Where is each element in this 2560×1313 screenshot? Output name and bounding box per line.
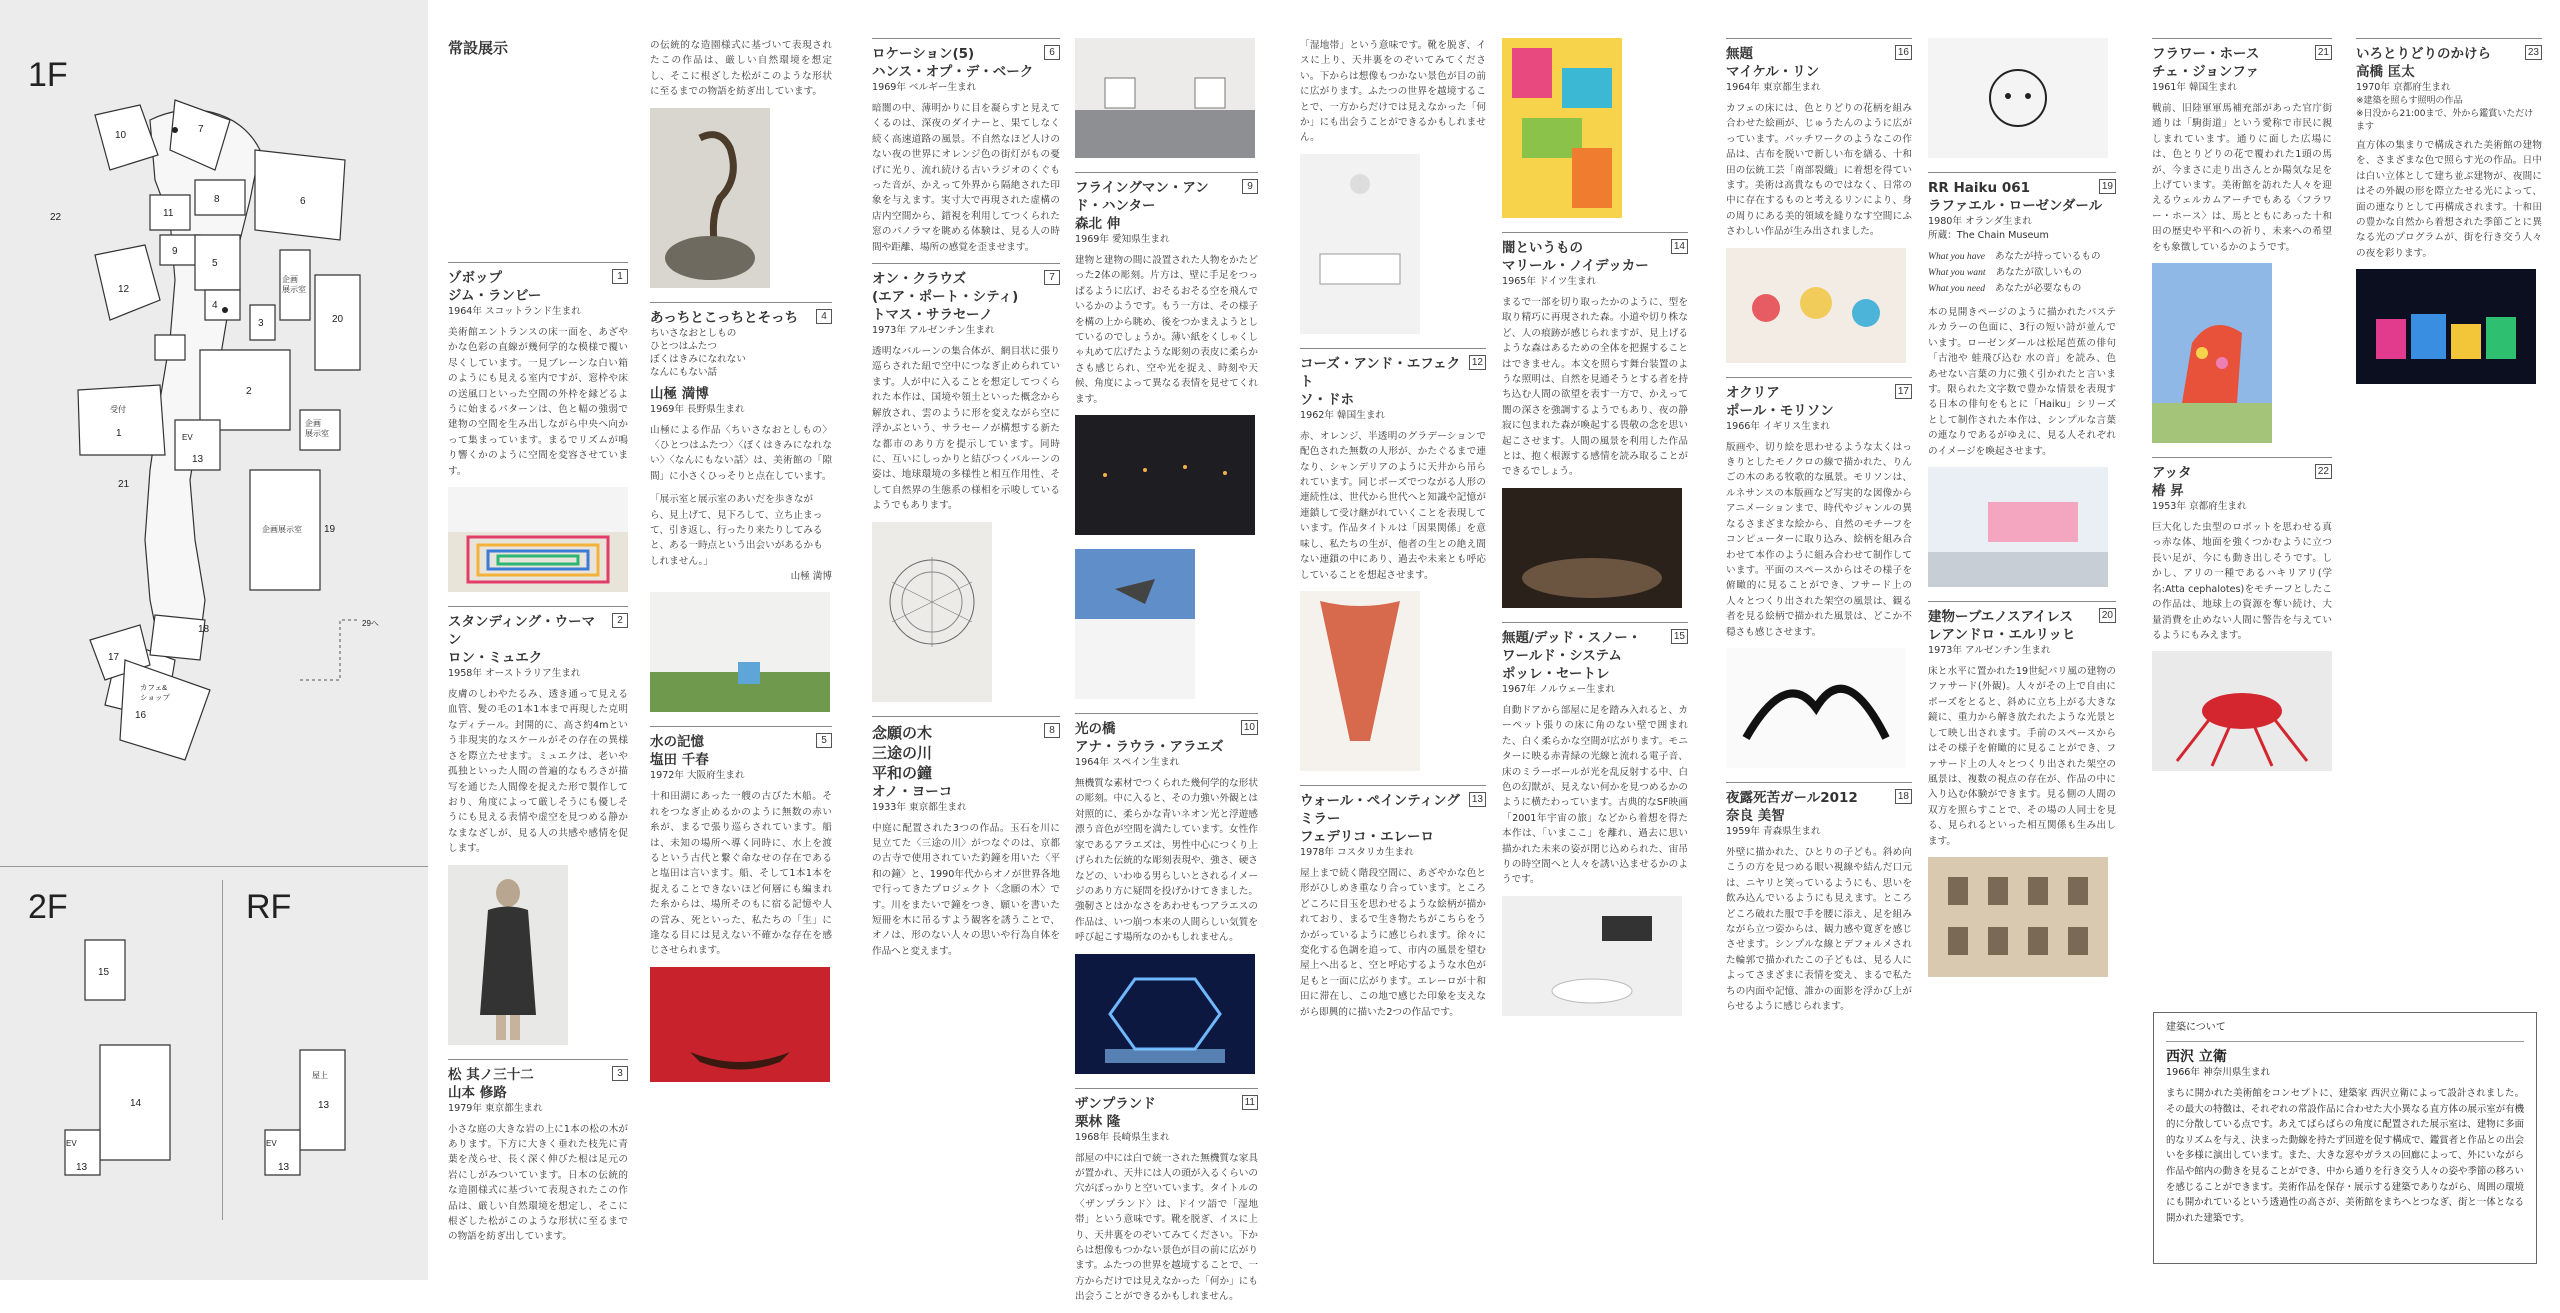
svg-text:企画展示室: 企画展示室 (262, 525, 302, 534)
svg-text:5: 5 (212, 258, 218, 269)
room-12 (95, 245, 160, 320)
entry-11-continued: 「湿地帯」という意味です。靴を脱ぎ、イスに上り、天井裏をのぞいてみてください。下からは想像もつかない景色が目の前に広がります。ふたつの世界を越境することで、一方からだけでは見えなかった「何か」にも出会うことができるかもしれません。 (1300, 40, 1486, 144)
entry-description: 山極による作品〈ちいさなおとしもの〉〈ひとつはふたつ〉〈ぼくはきみになれない〉〈なんにもない話〉は、美術館の「隙間」に小さくひっそりと点在しています。 (650, 424, 832, 482)
entry-8 (872, 716, 1060, 960)
entry-artist: ラファエル・ローゼンダール (1928, 198, 2103, 214)
entry-title: ウォール・ペインティング ミラー (1300, 792, 1460, 827)
photo-dark-forest (1502, 488, 1682, 608)
entry-title: コーズ・アンド・エフェクト (1300, 355, 1461, 390)
photo-yoroshiku-girl (1928, 38, 2108, 158)
svg-text:21: 21 (118, 479, 130, 490)
entry-artist: ソ・ドホ (1300, 391, 1354, 408)
entry-description: 屋上まで続く階段空間に、あざやかな色と形がひしめき重なり合っています。ところどころに目玉を思わせるような絵柄が描かれており、まるで生き物たちがこちらをうかがっているように感じられます。徐々に変化する色調を追って、市内の風景を望む屋上へ出ると、空と呼応するような水色が足もと一面に広がります。エレーロが十和田に滞在し、この地で感じた印象を支えながら即興的に描いた2つの作品です。 (1300, 867, 1486, 1018)
entry-description: 皮膚のしわやたるみ、透き通って見える血管、髪の毛の1本1本まで再現した克明なディテール。封開的に、高さ約4mという非現実的なスケールがその存在の異様さを際立たせます。ミュエクは、老いや孤独といった人間の普遍的なもろさが描写を通じた人間像を捉えた形で製作しており、角度によって厳しそうにも優しそうにも見える表情や虚空を見つめる静かなまなざしが、見る人の共感や感情を促します。 (448, 689, 628, 855)
entry-artist: 栗林 隆 (1075, 1113, 1121, 1130)
entry-number: 13 (1469, 792, 1486, 807)
room-2 (200, 350, 290, 430)
photo-cloud-balloons (872, 522, 992, 702)
floor-label-rf: RF (246, 888, 292, 926)
entry-number: 5 (816, 733, 832, 748)
entry-description: 建物と建物の間に設置された人物をかたどった2体の彫刻。片方は、壁に手足をつっぱるように広げ、おそるおそる空を飛んでいるかのようです。もう一方は、その様子を構の上から眺め、後をつかまえようとしているのでしょうか。薄い紙をくしゃくしゃ丸めて広げたような彫刻の表皮に柔らかさも感じられ、空や光を捉え、時刻や天候、角度によって異なる表情を見せてくれます。 (1075, 255, 1258, 405)
haiku-line-2: What you want あなたが欲しいもの (1928, 267, 2082, 278)
entry-2 (448, 606, 628, 856)
entry-info: 1962年 韓国生まれ (1300, 409, 1386, 421)
entry-number: 16 (1895, 45, 1912, 60)
entry-title: 念願の木 三途の川 平和の鐘 (872, 723, 933, 782)
svg-text:18: 18 (198, 624, 210, 635)
entry-artist: 奈良 美智 (1726, 807, 1785, 824)
entry-title: RR Haiku 061 (1928, 180, 2030, 196)
svg-text:13: 13 (192, 454, 204, 465)
entry-number: 3 (612, 1066, 628, 1081)
architecture-description: まちに開かれた美術館をコンセプトに、建築家 西沢立衛によって設計されました。その最大の特徴は、それぞれの常設作品に合わせた大小異なる直方体の展示室が有機的に分散している点です。あえてばらばらの角度に配置された展示室は、建物に多面的なリズムを与え、決まった動線を持たず回遊を促す構成で、鑑賞者と作品との出会いを多様に演出しています。また、大きな窓やガラスの回廊によって、外にいながら作品や館内の動きを見ることができ、中から通りを行き交う人々の姿や季節の移ろいを感じることができます。美術作品を保存・展示する建築でありながら、周囲の環境にも開かれているという透過性の高さが、美術館をまちへとつなぎ、街と一体となる開かれた建築です。 (2166, 1088, 2524, 1224)
entry-20 (1928, 601, 2116, 849)
entry-info: 1970年 京都府生まれ (2356, 82, 2451, 93)
entry-number: 18 (1895, 789, 1912, 804)
entry-description: 自動ドアから部屋に足を踏み入れると、カーペット張りの床に角のない壁で囲まれた、白く柔らかな空間が広がります。モニターに映る赤青緑の光線と流れる電子音、床のミラーボールが光を乱反射する中、白色の幻獣が、見えない何かを見つめるかのように横たわっています。古典的なSF映画「2001年宇宙の旅」などから着想を得た本作は、「いまここ」を離れ、過去に思い描かれた未来の姿が閉じ込められた、宙吊りの時空間へと人々を誘い込ませるかのようです。 (1502, 704, 1688, 886)
svg-text:EV: EV (182, 433, 193, 442)
entry-artist: ポール・モリソン (1726, 402, 1834, 419)
entry-title: 光の橋 (1075, 721, 1116, 738)
svg-text:受付: 受付 (110, 405, 126, 414)
room-18 (150, 615, 205, 660)
svg-text:EV: EV (66, 1139, 77, 1148)
photo-white-creature (1502, 896, 1682, 1016)
entry-13 (1300, 785, 1486, 1020)
entry-number: 14 (1671, 239, 1688, 254)
column-i (2152, 38, 2332, 785)
entry-info: 1964年 東京都生まれ (1726, 82, 1821, 93)
entry-info: 1980年 オランダ生まれ (1928, 216, 2032, 227)
photo-zobop (448, 487, 628, 592)
entry-15 (1502, 622, 1688, 888)
svg-text:19: 19 (324, 524, 336, 535)
entry-number: 8 (1044, 723, 1060, 738)
column-d (1075, 38, 1258, 1313)
svg-text:4: 4 (212, 300, 218, 311)
entry-number: 12 (1469, 355, 1486, 370)
svg-text:22: 22 (50, 212, 62, 223)
svg-text:20: 20 (332, 314, 344, 325)
entry-info: 1959年 青森県生まれ (1726, 825, 1821, 837)
entry-1 (448, 262, 628, 479)
photo-floral-floor (1726, 248, 1906, 363)
entry-description: 小さな庭の大きな岩の上に1本の松の木があります。下方に大きく垂れた枝先に青葉を茂らせ、長く深く伸びた根は足元の岩にしがみついています。日本の伝統的な造園様式に基づいて表現されたこの作品は、厳しい自然環境を想定し、そこに根ざした松がこのような形状に至るまでの物語を紡ぎ出しています。 (448, 1123, 628, 1243)
entry-title: 闇というもの (1502, 240, 1583, 256)
entry-description: 十和田湖にあった一艘の古びた木船。それをつなぎ止めるかのように無数の赤い糸が、まるで張り巡らされています。船は、未知の場所へ導く同時に、水上を渡るという古代と繋ぐ命なせの存在であると塩田は言います。船、そして1本1本を捉えることできないほど何層にも編まれた糸からは、場所そのもに宿る記憶や人の営み、死といった、私たちの「生」に逢なる目には見えない不確かな存在を感じさせられます。 (650, 791, 832, 957)
entry-number: 9 (1242, 179, 1258, 194)
entry-6 (872, 38, 1060, 255)
entry-title: 水の記憶 (650, 734, 704, 751)
entry-7 (872, 263, 1060, 513)
photo-colored-lights (2356, 269, 2536, 384)
entry-artist: 椿 昇 (2152, 483, 2184, 500)
entry-artist: アナ・ラウラ・アラエズ (1075, 739, 1224, 756)
svg-text:カフェ&: カフェ& (140, 683, 168, 692)
column-b (650, 38, 832, 1096)
photo-atta (2152, 651, 2332, 771)
column-a (448, 38, 628, 1253)
entry-number: 1 (612, 269, 628, 284)
entry-title: ザンプランド (1075, 1095, 1156, 1112)
entry-number: 17 (1895, 384, 1912, 399)
photo-dining-room (1075, 38, 1255, 158)
entry-16 (1726, 38, 1912, 240)
entry-title: 松 其ノ三十二 (448, 1066, 534, 1083)
section-title: 常設展示 (448, 39, 509, 57)
entry-17 (1726, 377, 1912, 640)
entry-title: オクリア (1726, 384, 1780, 401)
entry-collection: 所蔵：The Chain Museum (1928, 230, 2049, 241)
entry-5 (650, 726, 832, 958)
entry-21 (2152, 38, 2332, 255)
svg-text:16: 16 (135, 710, 147, 721)
architecture-info-box (2153, 1012, 2537, 1264)
svg-text:13: 13 (76, 1162, 88, 1173)
entry-info: 1978年 コスタリカ生まれ (1300, 846, 1414, 858)
entry-3-continued: の伝統的な造園様式に基づいて表現されたこの作品は、厳しい自然環境を想定し、そこに根ざした松がこのような形状に至るまでの物語を紡ぎ出しています。 (650, 40, 832, 98)
entry-info: 1979年 東京都生まれ (448, 1102, 543, 1114)
entry-number: 23 (2525, 45, 2542, 60)
entry-artist: マイケル・リン (1726, 64, 1820, 80)
entry-title: 無題/デッド・スノー・ ワールド・システム (1502, 629, 1642, 664)
svg-text:13: 13 (318, 1100, 330, 1111)
entry-4 (650, 302, 832, 585)
floor-label-2f: 2F (28, 888, 68, 926)
entry-description: 無機質な素材でつくられた幾何学的な形状の彫刻。中に入ると、その力強い外観とは対照的に、柔らかな青いネオン光と浮遊感漂う音色が空間を満たしています。女性作家であるアラエズは、男性中心につくり上げられた伝統的な彫刻表現や、強さ、硬さなどの、いわゆる男らしいとされるイメージのあり方に疑問を投げかけてきました。強靭さとはかなさをあわせもつアラエスの作品は、いつ崩つ本来の人間らしい気質を呼び起こす場所なのかもしれません。 (1075, 778, 1258, 944)
entry-number: 20 (2099, 608, 2116, 623)
column-j (2356, 38, 2542, 398)
room-8 (195, 180, 245, 215)
entry-subtitle: ちいさなおとしもの ひとつはふたつ ぼくはきみになれない なんにもない話 (650, 327, 746, 378)
entry-12 (1300, 348, 1486, 583)
svg-text:展示室: 展示室 (282, 285, 306, 294)
svg-text:屋上: 屋上 (312, 1071, 328, 1080)
room-6 (255, 150, 345, 240)
entry-number: 4 (816, 309, 832, 324)
haiku-line-1: What you have あなたが持っているもの (1928, 251, 2101, 262)
entry-artist: オノ・ヨーコ (872, 783, 953, 800)
entry-info: 1933年 東京都生まれ (872, 801, 967, 813)
entry-title: ロケーション(5) (872, 46, 975, 62)
entry-signature: 山極 満博 (790, 571, 832, 583)
entry-info: 1961年 韓国生まれ (2152, 82, 2238, 93)
entry-number: 22 (2315, 464, 2332, 479)
entry-artist: マリール・ノイデッカー (1502, 258, 1649, 274)
entry-title: フライングマン・アンド・ハンター (1075, 180, 1209, 214)
floor-label-1f: 1F (28, 56, 68, 94)
entry-title: スタンディング・ウーマン (448, 614, 596, 649)
entry-artist: 高橋 匡太 (2356, 64, 2415, 80)
entry-artist: 森北 伸 (1075, 216, 1121, 232)
entry-23 (2356, 38, 2542, 261)
entry-22 (2152, 457, 2332, 643)
entry-3 (448, 1059, 628, 1245)
photo-cause-effect (1300, 591, 1420, 771)
photo-standing-woman (448, 865, 568, 1045)
entry-number: 10 (1241, 720, 1258, 735)
photo-zamp-land (1300, 154, 1420, 334)
entry-artist: フェデリコ・エレーロ (1300, 828, 1435, 845)
entry-number: 11 (1242, 1095, 1258, 1110)
svg-text:17: 17 (108, 652, 120, 663)
entry-description: まるで一部を切り取ったかのように、型を取り精巧に再現された森。小道や切り株など、人の痕跡が感じられますが、見上げるような森はあるための全体を把握することはできません。本文を照らす舞台装置のような照明は、自然を見通そうとする者を持ち込む人間の欲望を表す一方で、かえって闇の深さを強調するようでもあり、夜の静寂に包まれた森が喚起する畏敬の念を思い起こさせます。人間の風景を利用した作品とは、抱く根源する感情を読み取ることができるでしょう。 (1502, 297, 1688, 478)
entry-info: 1965年 ドイツ生まれ (1502, 276, 1597, 287)
svg-text:8: 8 (214, 194, 220, 205)
entry-info: 1966年 イギリス生まれ (1726, 420, 1831, 432)
photo-blue-bucket (650, 592, 830, 712)
photo-ocuria (1726, 648, 1906, 768)
svg-text:7: 7 (198, 124, 204, 135)
entry-number: 7 (1044, 270, 1060, 285)
column-f (1502, 38, 1688, 1030)
room-9 (160, 235, 200, 265)
column-c (872, 38, 1060, 967)
room-ev-area (155, 335, 185, 360)
room-4 (205, 290, 240, 320)
entry-19 (1928, 172, 2116, 459)
architect-name: 西沢 立衛 (2166, 1049, 2227, 1065)
photo-pine (650, 108, 770, 288)
entry-description: 外壁に描かれた、ひとりの子ども。斜め向こうの方を見つめる眼い視線や結んだ口元は、ニヤリと笑っているようにも、思いを飲み込んでいるようにも見えます。ところどころ破れた服で手を腰に添え、足を組みながら立つ姿からは、観力感や寛ぎを感じさせます。シンプルな線とデフォルメされた輪郭で描かれたこの子どもは、見る人によってさまざまに表情を変え、まるで私たちの内面や記憶、誰かの面影を浮かび上がらせるように感じられます。 (1726, 846, 1912, 1012)
photo-flying-man (1075, 549, 1195, 699)
entry-description: 透明なバルーンの集合体が、網目状に張り巡らされた紐で空中につなぎ止められています。人が中に入ることを想定してつくられた本作は、国境や領土といった概念から解放され、雲のように形を変えながら空に浮かぶという、サラセーノが構想する新たな都市のあり方を提示しています。同時に、互いにしっかりと結びつくバルーンの姿は、地球環境の多様性と相互作用性、そして自然界の生態系の様相を示唆しているようでもあります。 (872, 346, 1060, 512)
entry-info: 1964年 スコットランド生まれ (448, 306, 581, 317)
entry-artist: 山本 修路 (448, 1084, 507, 1101)
entry-description: 巨大化した虫型のロボットを思わせる真っ赤な体、地面を強くつかむように立つ長い足が、今にも動き出しそうです。しかし、アリの一種であるハキリアリ(学名:Atta cephalotes)をモチーフとしたこの作品は、地球上の資源を奪い続け、大量消費を止めない人間に警告を与えているようにもみえます。 (2152, 522, 2332, 641)
photo-flower-horse (2152, 263, 2272, 443)
entry-title: いろとりどりのかけら (2356, 46, 2491, 62)
entry-description: カフェの床には、色とりどりの花柄を組み合わせた絵画が、じゅうたんのように広がっています。パッチワークのようなこの作品は、古布を脱いで新しい布を繕る、十和田の伝統工芸「南部裂織」に着想を得ています。美術は高貴なものではなく、日常の中に存在するものと考えるリンにより、身の周りにある美的領域を縫りなす空間にふさわしい作品が生み出されました。 (1726, 103, 1912, 238)
svg-text:展示室: 展示室 (305, 429, 329, 438)
entry-description: 暗闇の中、薄明かりに目を凝らすと見えてくるのは、深夜のダイナーと、果てしなく続く高速道路の風景。不自然なほど人けのない夜の世界にオレンジ色の街灯がもの憂げに光り、流れ続ける古いラジオのくぐもった音が、かえって外界から隔絶された印象を与えます。実寸大で再現された虚構の店内空間から、錯視を利用してつくられた窓のパノラマを眺める体験は、見る人の時間や距離、場所の感覚を歪ませます。 (872, 103, 1060, 253)
entry-description: 中庭に配置された3つの作品。玉石を川に見立てた〈三途の川〉がつなぐのは、京都の古寺で使用されていた釣鐘を用いた〈平和の鐘〉と、1990年代からオノが世界各地で行ってきたプロジェクト〈念願の木〉です。川をまたいで鐘をつき、願いを書いた短冊を木に吊るすよう観客を誘うことで、オノは、形のない人々の思いや行為自体を作品へと変えます。 (872, 822, 1060, 957)
room-1 (78, 385, 165, 455)
column-h (1928, 38, 2116, 991)
floor-map-panel (0, 0, 428, 1280)
photo-rr-haiku-wall (1928, 467, 2108, 587)
entry-title: あっちとこっちとそっち (650, 309, 799, 326)
entry-artist: ハンス・オプ・デ・ベーク (872, 64, 1034, 80)
entry-artist: トマス・サラセーノ (872, 307, 993, 324)
entry-info: 1964年 スペイン生まれ (1075, 757, 1180, 769)
entry-artist: ロン・ミュエク (448, 650, 543, 667)
svg-text:2: 2 (246, 386, 252, 397)
entry-title: 無題 (1726, 46, 1753, 62)
svg-text:10: 10 (115, 130, 127, 141)
svg-text:3: 3 (258, 318, 264, 329)
photo-light-bridge (1075, 954, 1255, 1074)
architecture-heading: 建築について (2166, 1021, 2524, 1042)
entry-artist: ポッレ・セートレ (1502, 665, 1610, 682)
entry-title: 建物ーブエノスアイレス (1928, 609, 2073, 626)
entry-description: 赤、オレンジ、半透明のグラデーションで配色された無数の人形が、かたぐるまで連なり、シャンデリアのように天井から吊られています。同じポーズでつながる人形の連続性は、世代から世代へと知識や記憶が連鎖して受け継がれていくことを表現しています。作品タイトルは「因果関係」を意味し、私たちの生が、他者の生との絶え間ない連鎖の中にあり、過去や未来とも呼応していることを想起させます。 (1300, 430, 1486, 581)
entry-title: オン・クラウズ (エア・ポート・シティ) (872, 271, 1019, 306)
entry-description: 床と水平に置かれた19世紀パリ風の建物のファサード(外観)。人々がその上で自由にポーズをとると、斜めに立ち上がる大きな鏡に、重力から解き放たれたような光景として映し出されます。手前のスペースからはその様子を俯瞰的に見ることができ、ファサード上の人々とつくり出された架空の風景は、複数の視点の存在が、作品の中に入り込む体験ができます。見る側の人間の双方を照らすことで、その場の人同士を見る、見られるといった相互関係も生み出します。 (1928, 666, 2116, 847)
photo-building-facade (1928, 857, 2108, 977)
svg-text:13: 13 (278, 1162, 290, 1173)
entry-description: 戦前、旧陸軍軍馬補充部があった官庁街通りは「駒街道」という愛称で市民に親しまれています。通りに面した広場には、色とりどりの花で覆われた1頭の馬が、今まさに走り出さんとか陽気な足を上げています。美術館を訪れた人々を迎えるウェルカムアーチでもある〈フラワー・ホース〉は、馬とともにあった十和田の歴史や平和への祈り、未来への希望をも象徴しているかのようです。 (2152, 103, 2332, 253)
entry-note: ※建築を照らす照明の作品 ※日没から21:00まで、外から鑑賞いただけます (2356, 96, 2534, 132)
entry-info: 1969年 ベルギー生まれ (872, 82, 977, 93)
svg-text:9: 9 (172, 246, 178, 257)
entry-artist: レアンドロ・エルリッヒ (1928, 627, 2076, 644)
entry-number: 19 (2099, 179, 2116, 194)
svg-text:EV: EV (266, 1139, 277, 1148)
entry-artist: チェ・ジョンファ (2152, 64, 2260, 80)
entry-info: 1958年 オーストラリア生まれ (448, 668, 581, 680)
cafe (120, 660, 210, 760)
entry-info: 1968年 長崎県生まれ (1075, 1131, 1170, 1143)
entry-artist: 山極 満博 (650, 385, 709, 402)
entry-title: ゾボップ (448, 270, 502, 286)
room-10 (95, 105, 158, 170)
architect-info: 1966年 神奈川県生まれ (2166, 1067, 2271, 1078)
entry-description: 美術館エントランスの床一面を、あざやかな色彩の直線が幾何学的な模様で覆い尽くしています。一見ブレーンな白い箱のようにも見える室内ですが、窓枠や床の送風口といった空間の外枠を縁どるように始まるパターンは、色と幅の強弱で建物の空間を生み出しながら中央へ向かって集まっています。まるでリズムが鳴り響くかのように空間を変容させています。 (448, 327, 628, 477)
svg-text:1: 1 (116, 428, 122, 439)
entry-quote: 「展示室と展示室のあいだを歩きながら、見上げて、見下ろして、立ち止まって、引き返し、行ったり来たりしてみると、ある一時点という出会いがあるかもしれません。」 (650, 494, 823, 567)
entry-description: 本の見開きページのように描かれたパステルカラーの色面に、3行の短い詩が並んでいます。ローゼンダールは松尾芭蕉の俳句「古池や 蛙飛び込む 水の音」を読み、色あせない言葉の力に強く引かれたと言います。限られた文字数で豊かな情景を表現する日本の俳句をもとに「Haiku」シリーズとして制作された本作は、シンプルな言葉の連なりであるがゆえに、見る人それぞれのイメージを喚起させます。 (1928, 307, 2116, 457)
entry-description: 版画や、切り絵を思わせるような太くはっきりとしたモノクロの線で描かれた、りんごの木のある牧歌的な風景。モリソンは、ルネサンスの本版画など写実的な図像からアニメーションまで、時代やジャンルの異なるさまざまな絵から、自然のモチーフをコンピューターに取り込み、絵柄を組み合わせて本作のように組み合わせて制作しています。平面のスペースからはその様子を俯瞰的に見ることができ、フサード上の人々とつくり出された架空の風景は、観る者を見る絵柄で描かれた風景は、どこか不穏さも感じさせます。 (1726, 441, 1912, 638)
entry-artist: 塩田 千春 (650, 752, 709, 769)
entry-number: 21 (2315, 45, 2332, 60)
entry-10 (1075, 713, 1258, 945)
entry-title: 夜露死苦ガール2012 (1726, 789, 1858, 806)
svg-text:6: 6 (300, 196, 306, 207)
entry-number: 6 (1044, 45, 1060, 60)
entry-title: フラワー・ホース (2152, 46, 2260, 62)
column-e (1300, 38, 1486, 1028)
entry-info: 1967年 ノルウェー生まれ (1502, 683, 1616, 695)
entry-title: アッタ (2152, 465, 2192, 482)
entry-info: 1969年 愛知県生まれ (1075, 234, 1170, 245)
floor-map-diagram (0, 0, 428, 1280)
haiku-line-3: What you need あなたが必要なもの (1928, 283, 2082, 294)
svg-text:14: 14 (130, 1098, 142, 1109)
entry-info: 1973年 アルゼンチン生まれ (872, 325, 995, 337)
entry-number: 2 (612, 613, 628, 628)
entry-11 (1075, 1088, 1258, 1305)
svg-text:12: 12 (118, 284, 130, 295)
svg-text:15: 15 (98, 967, 110, 978)
entry-artist: ジム・ランビー (448, 288, 542, 304)
svg-text:企画: 企画 (305, 419, 321, 428)
entry-description: 直方体の集まりで構成された美術館の建物を、さまざまな色で照らす光の作品。日中は白い立体として建ち並ぶ建物が、夜間にはその外観の形を際立たせる光によって、面の連なりとして再構成されます。十和田の豊かな自然から着想された季節ごとに異なる光のプログラムが、街を行き交う人々の夜を彩ります。 (2356, 140, 2542, 259)
entry-info: 1973年 アルゼンチン生まれ (1928, 645, 2051, 657)
entry-info: 1953年 京都府生まれ (2152, 501, 2247, 513)
photo-red-threads (650, 967, 830, 1082)
column-g (1726, 38, 1912, 1022)
entry-number: 15 (1671, 629, 1688, 644)
entry-info: 1972年 大阪府生まれ (650, 770, 745, 782)
photo-night-lights (1075, 415, 1255, 535)
svg-text:ショップ: ショップ (140, 693, 170, 702)
entry-9 (1075, 172, 1258, 407)
photo-wall-painting (1502, 38, 1622, 218)
svg-text:29へ: 29へ (362, 619, 379, 628)
svg-text:11: 11 (163, 208, 174, 219)
svg-text:企画: 企画 (282, 275, 298, 284)
entry-18 (1726, 782, 1912, 1014)
entry-14 (1502, 232, 1688, 480)
entry-description: 部屋の中には白で統一された無機質な家具が置かれ、天井には人の頭が入るくらいの穴がぽっかりと空いています。タイトルの〈ザンプランド〉は、ドイツ語で「湿地帯」という意味です。靴を脱ぎ、イスに上り、天井裏をのぞいてみてください。下からは想像もつかない景色が目の前に広がります。ふたつの世界を越境することで、一方からだけでは見えなかった「何か」にも出会うことができるかもしれません。 (1075, 1152, 1258, 1303)
entry-info: 1969年 長野県生まれ (650, 403, 745, 415)
